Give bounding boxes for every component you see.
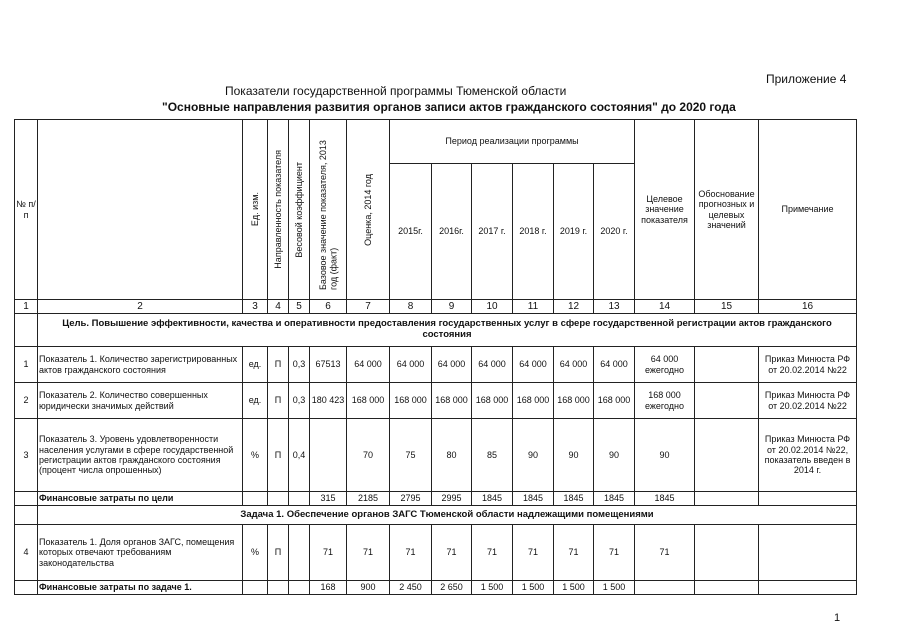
year-value: 90 [594, 419, 635, 492]
col-header-year: 2018 г. [513, 164, 554, 300]
year-value: 1 500 [472, 581, 513, 595]
base-cell: 168 [310, 581, 347, 595]
year-value: 85 [472, 419, 513, 492]
justification-cell [695, 419, 759, 492]
year-value: 2995 [432, 492, 472, 506]
column-number: 1 [15, 300, 38, 314]
table-row [15, 525, 857, 581]
row-number: 3 [15, 419, 38, 492]
column-number: 8 [390, 300, 432, 314]
direction-cell: П [268, 383, 289, 419]
indicator-name: Показатель 1. Количество зарегистрированных актов гражданского состояния [38, 347, 243, 383]
year-value: 1 500 [513, 581, 554, 595]
estimate-cell: 71 [347, 525, 390, 581]
col-header-year: 2020 г. [594, 164, 635, 300]
year-value: 1845 [472, 492, 513, 506]
indicator-name: Показатель 3. Уровень удовлетворенности населения услугами в сфере государственной регистрации актов гражданского состояния (процент числа опрошенных) [38, 419, 243, 492]
note-cell: Приказ Минюста РФ от 20.02.2014 №22 [759, 383, 857, 419]
indicator-name: Показатель 1. Доля органов ЗАГС, помещения которых отвечают требованиям законодательства [38, 525, 243, 581]
weight-cell: 0,3 [289, 383, 310, 419]
base-cell: 315 [310, 492, 347, 506]
year-value: 1845 [513, 492, 554, 506]
column-number: 11 [513, 300, 554, 314]
target-cell: 1845 [635, 492, 695, 506]
col-header-name [38, 120, 243, 300]
row-number: 1 [15, 347, 38, 383]
direction-cell: П [268, 525, 289, 581]
task-costs-label: Финансовые затраты по задаче 1. [38, 581, 243, 595]
year-value: 2795 [390, 492, 432, 506]
weight-cell: 0,4 [289, 419, 310, 492]
col-header-period: Период реализации программы [390, 120, 635, 164]
year-value: 71 [432, 525, 472, 581]
year-value: 2 650 [432, 581, 472, 595]
col-header-year: 2019 г. [554, 164, 594, 300]
column-number: 14 [635, 300, 695, 314]
target-cell: 168 000 ежегодно [635, 383, 695, 419]
estimate-cell: 70 [347, 419, 390, 492]
col-header-year: 2016г. [432, 164, 472, 300]
base-cell: 180 423 [310, 383, 347, 419]
task-costs-row [15, 581, 857, 595]
col-header-direction-text: Направленность показателя [272, 150, 283, 269]
appendix-label: Приложение 4 [766, 72, 847, 86]
year-value: 64 000 [513, 347, 554, 383]
year-value: 1 500 [554, 581, 594, 595]
year-value: 71 [513, 525, 554, 581]
col-header-year: 2015г. [390, 164, 432, 300]
col-header-estimate-text: Оценка, 2014 год [362, 173, 373, 246]
year-value: 64 000 [390, 347, 432, 383]
col-header-weight-text: Весовой коэффициент [293, 161, 304, 258]
year-value: 64 000 [554, 347, 594, 383]
year-value: 168 000 [472, 383, 513, 419]
col-header-weight [289, 120, 310, 300]
year-value: 71 [472, 525, 513, 581]
year-value: 168 000 [554, 383, 594, 419]
column-number: 15 [695, 300, 759, 314]
direction-cell: П [268, 347, 289, 383]
column-number: 10 [472, 300, 513, 314]
row-number: 4 [15, 525, 38, 581]
year-value: 71 [594, 525, 635, 581]
table-row [15, 419, 857, 492]
base-cell: 67513 [310, 347, 347, 383]
year-value: 168 000 [390, 383, 432, 419]
unit-cell: % [243, 525, 268, 581]
column-number: 5 [289, 300, 310, 314]
year-value: 71 [554, 525, 594, 581]
justification-cell [695, 347, 759, 383]
goal-text: Цель. Повышение эффективности, качества и оперативности предоставления государственных услуг в сфере государственной регистрации актов гражданского состояния [38, 314, 857, 347]
task-row [15, 506, 857, 525]
estimate-cell: 900 [347, 581, 390, 595]
year-value: 64 000 [472, 347, 513, 383]
year-value: 168 000 [594, 383, 635, 419]
note-cell: Приказ Минюста РФ от 20.02.2014 №22 [759, 347, 857, 383]
column-number: 16 [759, 300, 857, 314]
indicator-name: Показатель 2. Количество совершенных юридически значимых действий [38, 383, 243, 419]
year-value: 2 450 [390, 581, 432, 595]
column-number: 9 [432, 300, 472, 314]
column-number: 13 [594, 300, 635, 314]
base-cell [310, 419, 347, 492]
task-text: Задача 1. Обеспечение органов ЗАГС Тюменской области надлежащими помещениями [38, 506, 857, 525]
col-header-year: 2017 г. [472, 164, 513, 300]
target-cell: 71 [635, 525, 695, 581]
column-number: 3 [243, 300, 268, 314]
col-header-direction [268, 120, 289, 300]
base-cell: 71 [310, 525, 347, 581]
indicators-table [14, 119, 857, 595]
unit-cell: ед. [243, 383, 268, 419]
year-value: 90 [513, 419, 554, 492]
year-value: 1 500 [594, 581, 635, 595]
col-header-unit-text: Ед. изм. [249, 192, 260, 227]
year-value: 168 000 [513, 383, 554, 419]
page-number: 1 [834, 612, 841, 624]
col-header-num: № п/п [15, 120, 38, 300]
year-value: 1845 [554, 492, 594, 506]
document-title-line2: "Основные направления развития органов записи актов гражданского состояния" до 2020 года [162, 100, 736, 114]
justification-cell [695, 383, 759, 419]
estimate-cell: 64 000 [347, 347, 390, 383]
year-value: 90 [554, 419, 594, 492]
target-cell: 64 000 ежегодно [635, 347, 695, 383]
goal-costs-row [15, 492, 857, 506]
row-number: 2 [15, 383, 38, 419]
unit-cell: ед. [243, 347, 268, 383]
header-row-1 [15, 120, 857, 164]
column-numbers-row [15, 300, 857, 314]
table-row [15, 383, 857, 419]
goal-row [15, 314, 857, 347]
target-cell: 90 [635, 419, 695, 492]
weight-cell: 0,3 [289, 347, 310, 383]
estimate-cell: 2185 [347, 492, 390, 506]
col-header-base-text: Базовое значение показателя, 2013 год (факт) [317, 139, 338, 290]
column-number: 12 [554, 300, 594, 314]
column-number: 6 [310, 300, 347, 314]
document-title-line1: Показатели государственной программы Тюменской области [225, 84, 567, 98]
note-cell: Приказ Минюста РФ от 20.02.2014 №22, показатель введен в 2014 г. [759, 419, 857, 492]
year-value: 80 [432, 419, 472, 492]
year-value: 64 000 [432, 347, 472, 383]
table-row [15, 347, 857, 383]
col-header-unit [243, 120, 268, 300]
unit-cell: % [243, 419, 268, 492]
year-value: 64 000 [594, 347, 635, 383]
weight-cell [289, 525, 310, 581]
direction-cell: П [268, 419, 289, 492]
year-value: 168 000 [432, 383, 472, 419]
year-value: 75 [390, 419, 432, 492]
col-header-note: Примечание [759, 120, 857, 300]
goal-costs-label: Финансовые затраты по цели [38, 492, 243, 506]
column-number: 7 [347, 300, 390, 314]
column-number: 2 [38, 300, 243, 314]
year-value: 1845 [594, 492, 635, 506]
col-header-justification: Обоснование прогнозных и целевых значений [695, 120, 759, 300]
estimate-cell: 168 000 [347, 383, 390, 419]
col-header-estimate [347, 120, 390, 300]
col-header-base [310, 120, 347, 300]
col-header-target: Целевое значение показателя [635, 120, 695, 300]
column-number: 4 [268, 300, 289, 314]
year-value: 71 [390, 525, 432, 581]
